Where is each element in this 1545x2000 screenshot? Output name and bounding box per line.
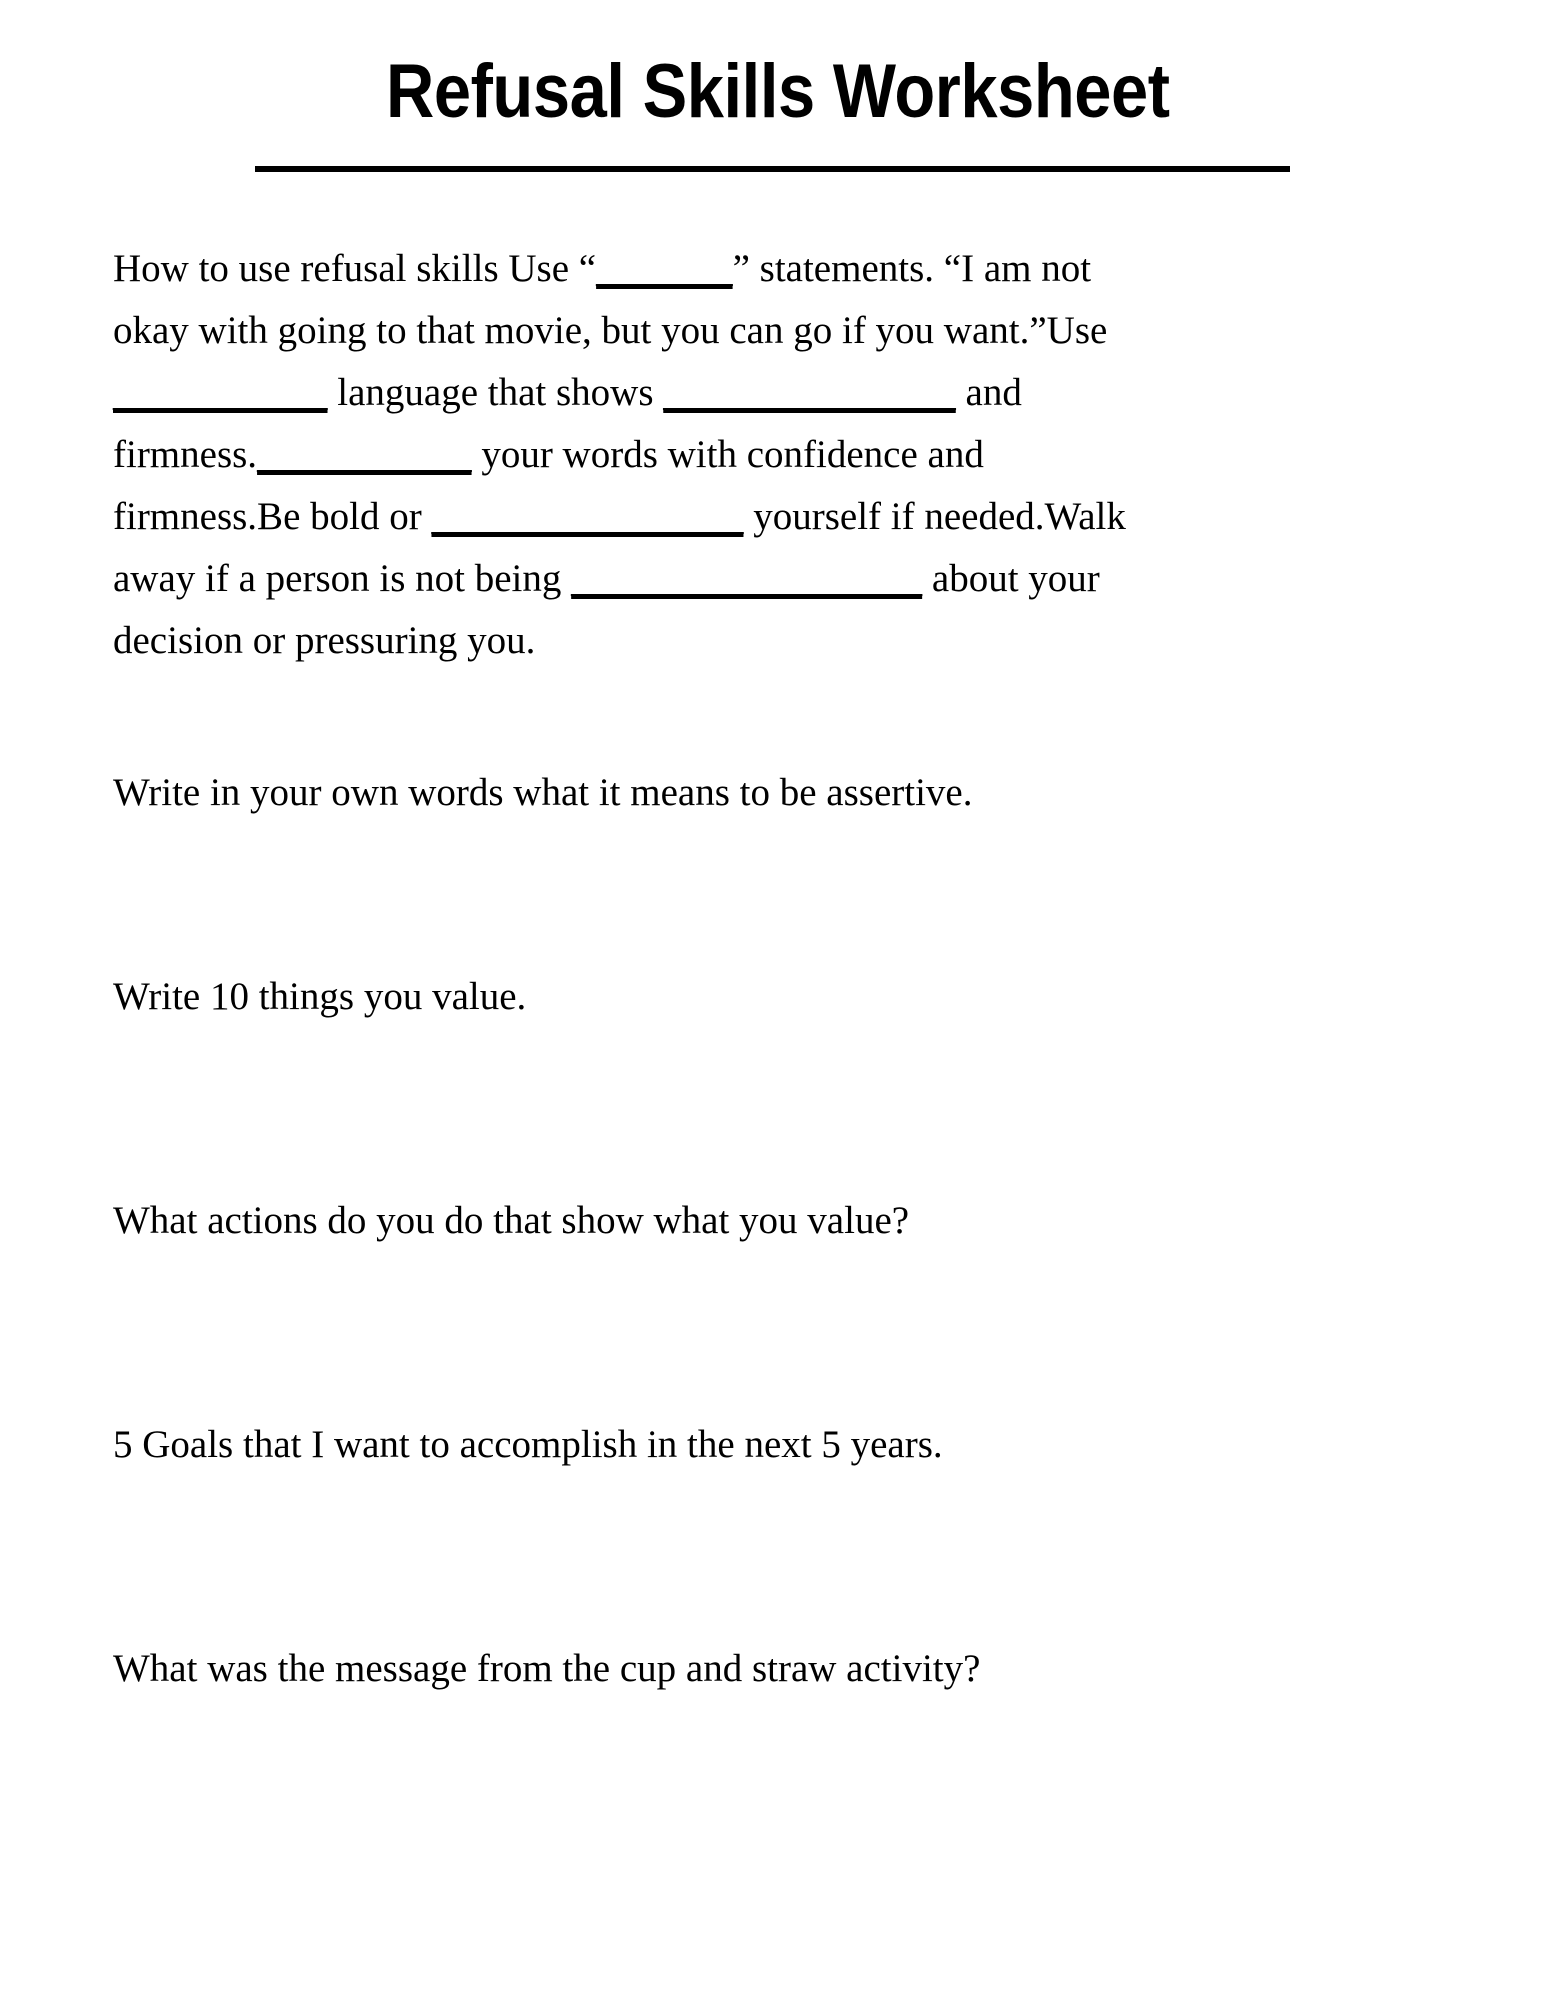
instructions-text-7: about your decision or pressuring you. [113, 556, 1100, 662]
instructions-text-2: ” statements. “I am not okay with going to that movie, but you can go if you want.”Use [113, 246, 1108, 352]
instructions-text-5: your words with confidence and firmness.Be bold or [113, 432, 984, 538]
answer-space-assertive[interactable] [0, 824, 1545, 966]
instructions-text-3: language that shows [327, 370, 664, 414]
prompt-assertive: Write in your own words what it means to be assertive. [113, 770, 973, 814]
answer-space-values[interactable] [0, 1028, 1545, 1190]
prompt-values: Write 10 things you value. [113, 974, 527, 1018]
fill-blank-5[interactable]: ________________ [431, 494, 744, 538]
prompt-actions: What actions do you do that show what you value? [113, 1198, 910, 1242]
fill-blank-2[interactable]: ___________ [113, 370, 328, 414]
page-title: Refusal Skills Worksheet [385, 49, 1170, 134]
answer-space-actions[interactable] [0, 1252, 1545, 1414]
fill-blank-6[interactable]: __________________ [571, 556, 923, 600]
answer-space-cup-straw[interactable] [0, 1700, 1545, 1862]
prompt-cup-straw: What was the message from the cup and straw activity? [113, 1646, 981, 1690]
fill-blank-4[interactable]: ___________ [257, 432, 472, 476]
fill-blank-3[interactable]: _______________ [663, 370, 956, 414]
instructions-paragraph [0, 238, 1160, 672]
instructions-text-6: yourself if needed.Walk away if a person is not being [113, 494, 1126, 600]
fill-blank-1[interactable]: _______ [596, 246, 733, 290]
instructions-text-4: and firmness. [113, 370, 1022, 476]
spacer [0, 672, 1545, 762]
worksheet-body [0, 172, 1545, 1862]
answer-space-goals[interactable] [0, 1476, 1545, 1638]
title-block [0, 0, 1545, 172]
prompt-goals: 5 Goals that I want to accomplish in the next 5 years. [113, 1422, 943, 1466]
instructions-text-1: How to use refusal skills Use “ [113, 246, 597, 290]
